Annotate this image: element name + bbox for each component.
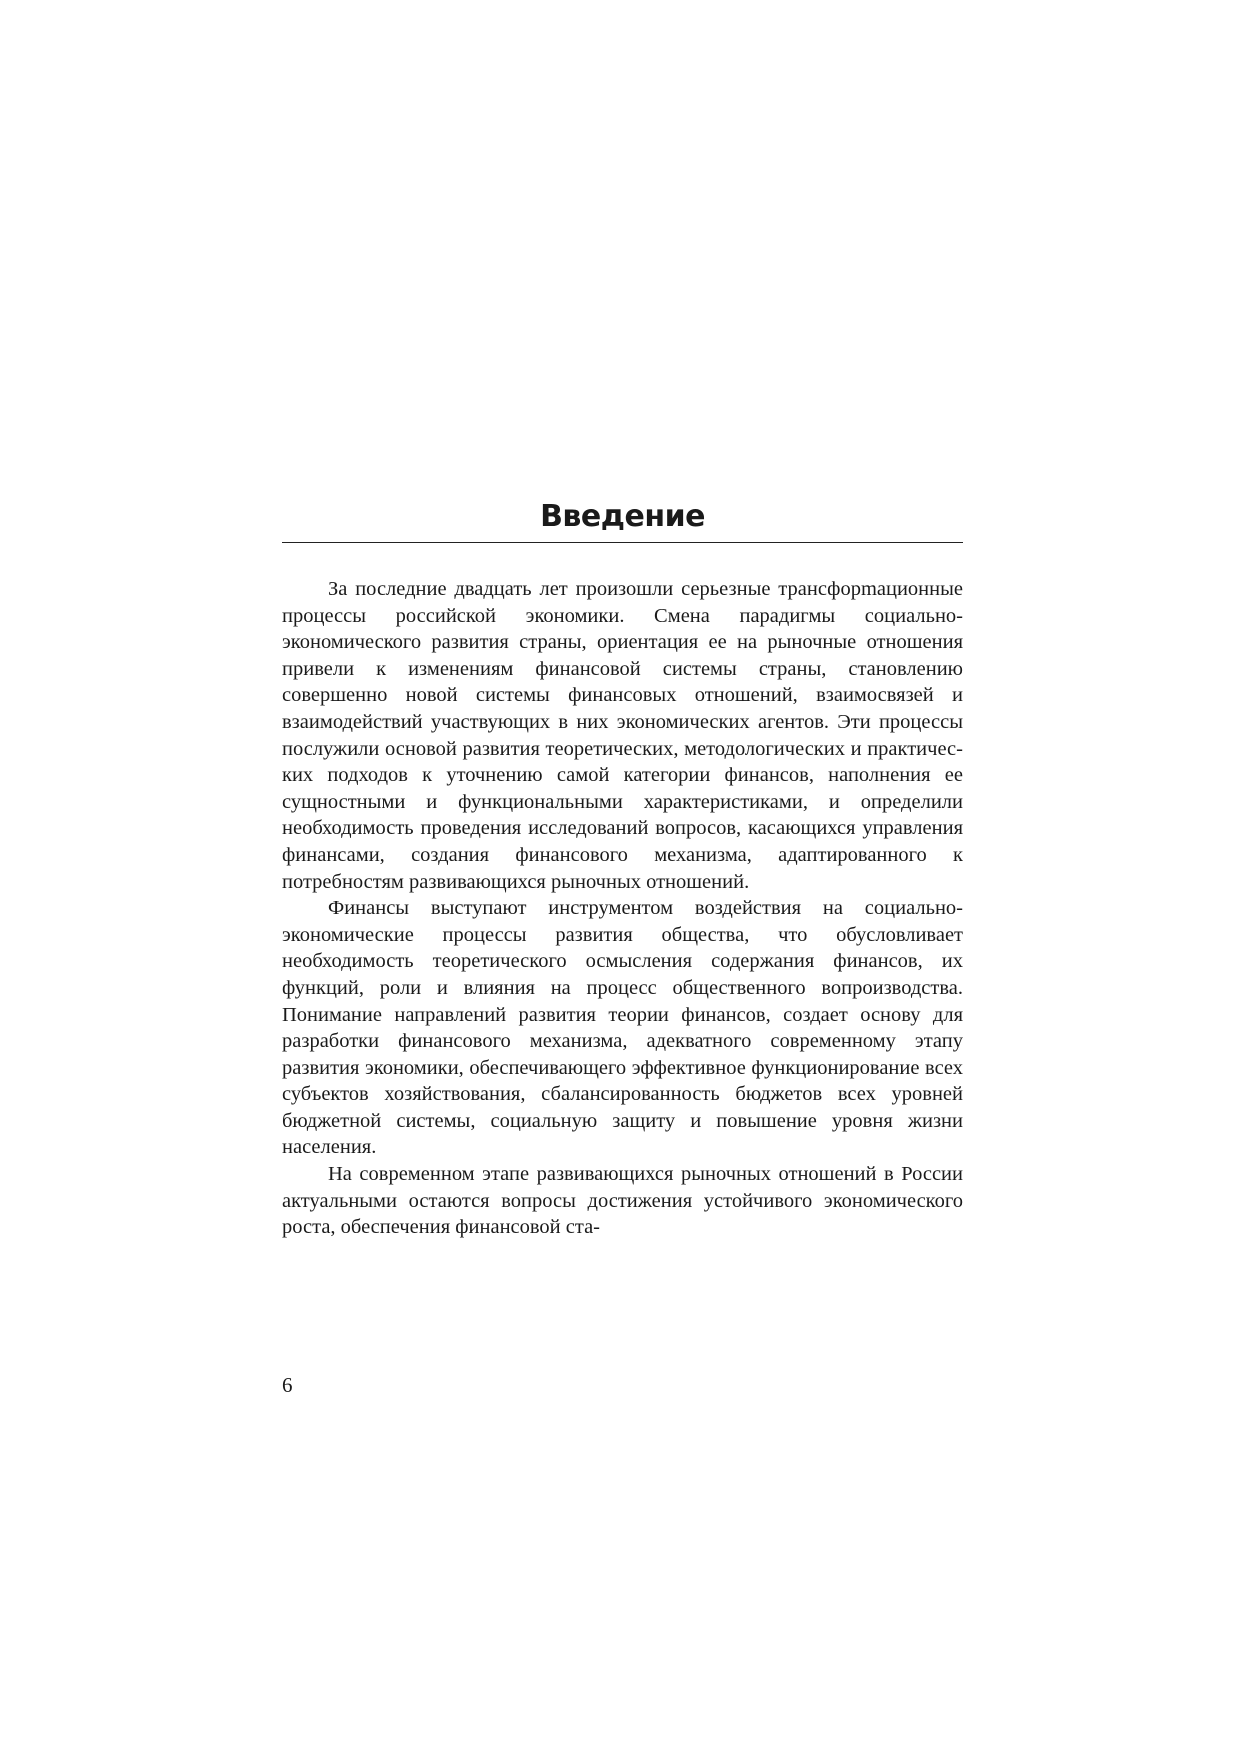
- paragraph-1: За последние двадцать лет произошли серьезные трансфорmационные процессы российской экономики. Смена парадигмы социально-экономического развития страны, ориентация ее на рыночные отношения привели к изменениям финансовой системы страны, становлению совершенно новой системы финансовых отношений, взаимосвязей и взаимодействий участвующих в них экономических агентов. Эти процессы послужили основой развития теоретических, методологических и практических подходов к уточнению самой категории финансов, наполнения ее сущностными и функциональными характеристиками, и определили необходимость проведения исследований вопросов, касающихся управления финансами, создания финансового механизма, адаптированного к потребностям развивающихся рыночных отношений.: [282, 578, 963, 893]
- page-number: 6: [282, 1373, 293, 1397]
- body-text: [282, 576, 963, 1241]
- paragraph-2: Финансы выступают инструментом воздействия на социально-экономические процессы развития общества, что обусловливает необходимость теоретического осмысления содержания финансов, их функций, роли и влияния на процесс общественного вопроизводства. Понимание направлений развития теории финансов, создает основу для разработки финансового механизма, адекватного современному этапу развития экономики, обеспечивающего эффективное функционирование всех субъектов хозяйствования, сбалансированность бюджетов всех уровней бюджетной системы, социальную защиту и повышение уровня жизни населения.: [282, 897, 963, 1159]
- paragraph-3: На современном этапе развивающихся рыночных отношений в России актуальными остаются вопросы достижения устойчивого экономического роста, обеспечения финансовой ста-: [282, 1163, 963, 1239]
- chapter-heading: Введение: [540, 499, 705, 534]
- heading-rule: [282, 542, 963, 543]
